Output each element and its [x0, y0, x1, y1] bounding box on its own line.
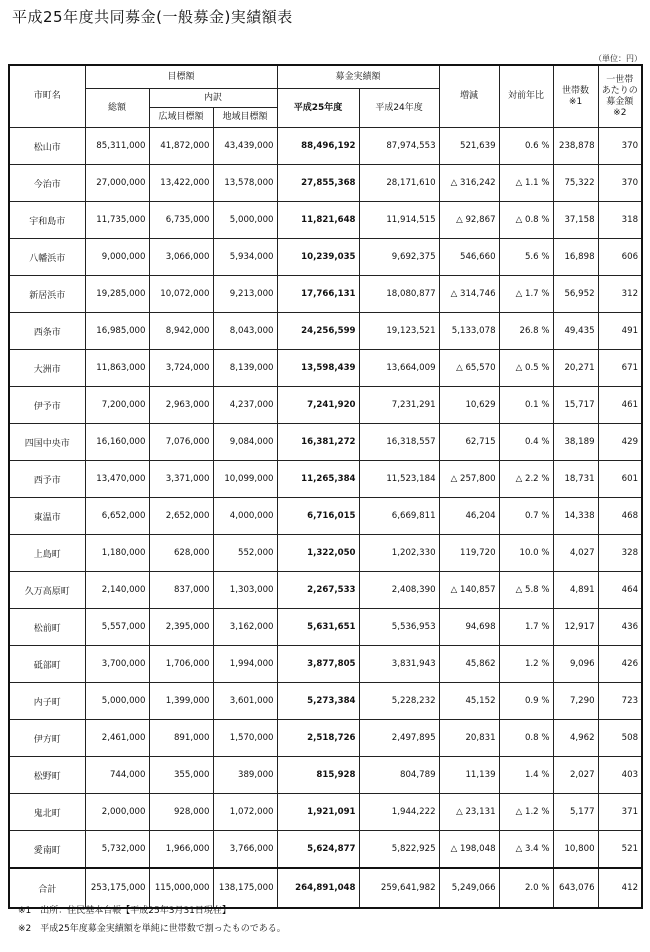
- cell-city: 伊予市: [9, 387, 85, 424]
- header-target: 目標額: [85, 65, 277, 89]
- cell-result-h24: 804,789: [359, 757, 439, 794]
- cell-ratio: △ 0.8 %: [499, 202, 553, 239]
- cell-target-wide: 628,000: [149, 535, 213, 572]
- cell-target-wide: 2,963,000: [149, 387, 213, 424]
- table-row: [9, 239, 642, 276]
- cell-result-h25: 2,518,726: [277, 720, 359, 757]
- cell-per-household: 328: [598, 535, 642, 572]
- cell-households: 10,800: [553, 831, 598, 869]
- cell-households: 37,158: [553, 202, 598, 239]
- unit-label: （単位：円）: [594, 54, 642, 63]
- cell-per-household: 370: [598, 128, 642, 165]
- table-row: [9, 794, 642, 831]
- cell-result-h25: 88,496,192: [277, 128, 359, 165]
- table-row: [9, 387, 642, 424]
- cell-city: 砥部町: [9, 646, 85, 683]
- cell-result-h25: 10,239,035: [277, 239, 359, 276]
- cell-per-household: 370: [598, 165, 642, 202]
- cell-ratio: 0.7 %: [499, 498, 553, 535]
- cell-households: 12,917: [553, 609, 598, 646]
- cell-ratio: 5.6 %: [499, 239, 553, 276]
- cell-ratio: 10.0 %: [499, 535, 553, 572]
- header-local: 地域目標額: [213, 108, 277, 128]
- cell-target-local: 552,000: [213, 535, 277, 572]
- cell-per-household: 318: [598, 202, 642, 239]
- header-h25: 平成25年度: [277, 89, 359, 128]
- cell-per-household: 508: [598, 720, 642, 757]
- cell-target-wide: 8,942,000: [149, 313, 213, 350]
- cell-result-h24: 1,202,330: [359, 535, 439, 572]
- cell-city: 鬼北町: [9, 794, 85, 831]
- cell-ratio: △ 1.1 %: [499, 165, 553, 202]
- cell-households: 38,189: [553, 424, 598, 461]
- table-row: [9, 720, 642, 757]
- cell-target-local: 1,570,000: [213, 720, 277, 757]
- header-households: [553, 65, 598, 128]
- cell-target-local: 1,994,000: [213, 646, 277, 683]
- table-row: [9, 461, 642, 498]
- cell-target-total: 253,175,000: [85, 868, 149, 908]
- table-row: [9, 609, 642, 646]
- cell-target-wide: 115,000,000: [149, 868, 213, 908]
- cell-households: 15,717: [553, 387, 598, 424]
- cell-households: 5,177: [553, 794, 598, 831]
- cell-ratio: 0.8 %: [499, 720, 553, 757]
- cell-target-local: 9,213,000: [213, 276, 277, 313]
- cell-per-household: 521: [598, 831, 642, 869]
- cell-result-h25: 1,322,050: [277, 535, 359, 572]
- cell-per-household: 606: [598, 239, 642, 276]
- cell-target-wide: 7,076,000: [149, 424, 213, 461]
- cell-households: 56,952: [553, 276, 598, 313]
- cell-per-household: 412: [598, 868, 642, 908]
- cell-per-household: 429: [598, 424, 642, 461]
- cell-target-local: 3,766,000: [213, 831, 277, 869]
- table-row: [9, 498, 642, 535]
- cell-target-total: 7,200,000: [85, 387, 149, 424]
- cell-ratio: 2.0 %: [499, 868, 553, 908]
- cell-city: 大洲市: [9, 350, 85, 387]
- cell-target-total: 1,180,000: [85, 535, 149, 572]
- header-results: 募金実績額: [277, 65, 439, 89]
- cell-target-total: 19,285,000: [85, 276, 149, 313]
- cell-target-local: 10,099,000: [213, 461, 277, 498]
- cell-result-h25: 815,928: [277, 757, 359, 794]
- cell-result-h25: 264,891,048: [277, 868, 359, 908]
- cell-change: △ 23,131: [439, 794, 499, 831]
- cell-target-local: 4,237,000: [213, 387, 277, 424]
- cell-target-wide: 3,371,000: [149, 461, 213, 498]
- table-row: [9, 535, 642, 572]
- cell-ratio: △ 0.5 %: [499, 350, 553, 387]
- cell-households: 4,962: [553, 720, 598, 757]
- header-total: 総額: [85, 89, 149, 128]
- cell-change: △ 257,800: [439, 461, 499, 498]
- cell-target-total: 9,000,000: [85, 239, 149, 276]
- cell-ratio: △ 2.2 %: [499, 461, 553, 498]
- cell-target-local: 4,000,000: [213, 498, 277, 535]
- cell-target-local: 8,139,000: [213, 350, 277, 387]
- cell-target-wide: 837,000: [149, 572, 213, 609]
- cell-households: 7,290: [553, 683, 598, 720]
- cell-households: 4,027: [553, 535, 598, 572]
- cell-result-h24: 5,536,953: [359, 609, 439, 646]
- cell-per-household: 464: [598, 572, 642, 609]
- cell-target-wide: 1,966,000: [149, 831, 213, 869]
- header-change: 増減: [439, 65, 499, 128]
- cell-per-household: 426: [598, 646, 642, 683]
- cell-result-h25: 1,921,091: [277, 794, 359, 831]
- cell-per-household: 436: [598, 609, 642, 646]
- header-per-line1: 一世帯: [606, 74, 634, 85]
- cell-target-local: 5,934,000: [213, 239, 277, 276]
- cell-result-h24: 5,822,925: [359, 831, 439, 869]
- table-row: [9, 165, 642, 202]
- cell-result-h25: 16,381,272: [277, 424, 359, 461]
- cell-households: 18,731: [553, 461, 598, 498]
- cell-change: 546,660: [439, 239, 499, 276]
- cell-change: 45,152: [439, 683, 499, 720]
- cell-target-total: 11,735,000: [85, 202, 149, 239]
- cell-households: 20,271: [553, 350, 598, 387]
- cell-change: △ 140,857: [439, 572, 499, 609]
- cell-result-h25: 7,241,920: [277, 387, 359, 424]
- table-row: [9, 831, 642, 869]
- cell-target-total: 5,557,000: [85, 609, 149, 646]
- cell-result-h24: 11,914,515: [359, 202, 439, 239]
- cell-households: 4,891: [553, 572, 598, 609]
- cell-target-total: 744,000: [85, 757, 149, 794]
- cell-city: 今治市: [9, 165, 85, 202]
- cell-target-wide: 3,724,000: [149, 350, 213, 387]
- cell-change: 62,715: [439, 424, 499, 461]
- cell-households: 9,096: [553, 646, 598, 683]
- cell-city: 八幡浜市: [9, 239, 85, 276]
- cell-result-h25: 2,267,533: [277, 572, 359, 609]
- cell-result-h25: 3,877,805: [277, 646, 359, 683]
- cell-target-total: 13,470,000: [85, 461, 149, 498]
- cell-change: △ 316,242: [439, 165, 499, 202]
- cell-result-h24: 5,228,232: [359, 683, 439, 720]
- cell-change: △ 314,746: [439, 276, 499, 313]
- cell-target-wide: 2,395,000: [149, 609, 213, 646]
- cell-target-total: 2,140,000: [85, 572, 149, 609]
- cell-ratio: 0.1 %: [499, 387, 553, 424]
- cell-ratio: △ 3.4 %: [499, 831, 553, 869]
- cell-ratio: △ 5.8 %: [499, 572, 553, 609]
- cell-target-wide: 928,000: [149, 794, 213, 831]
- footnote-2: ※2 平成25年度募金実績額を単純に世帯数で割ったものである。: [18, 924, 286, 934]
- cell-city: 松前町: [9, 609, 85, 646]
- footnote-1: ※1 出所：住民基本台帳【平成25年3月31日現在】: [18, 906, 231, 916]
- table-row: [9, 350, 642, 387]
- cell-target-total: 2,000,000: [85, 794, 149, 831]
- cell-change: △ 65,570: [439, 350, 499, 387]
- cell-target-local: 1,303,000: [213, 572, 277, 609]
- cell-target-wide: 355,000: [149, 757, 213, 794]
- cell-ratio: 1.7 %: [499, 609, 553, 646]
- cell-target-total: 3,700,000: [85, 646, 149, 683]
- cell-result-h24: 18,080,877: [359, 276, 439, 313]
- header-per-line4: ※2: [613, 107, 627, 118]
- cell-target-total: 11,863,000: [85, 350, 149, 387]
- header-ratio: 対前年比: [499, 65, 553, 128]
- cell-result-h24: 19,123,521: [359, 313, 439, 350]
- cell-result-h24: 16,318,557: [359, 424, 439, 461]
- cell-target-local: 8,043,000: [213, 313, 277, 350]
- cell-city: 西予市: [9, 461, 85, 498]
- cell-city: 松山市: [9, 128, 85, 165]
- cell-city: 合計: [9, 868, 85, 908]
- cell-change: 94,698: [439, 609, 499, 646]
- cell-result-h24: 11,523,184: [359, 461, 439, 498]
- table-row: [9, 313, 642, 350]
- cell-per-household: 312: [598, 276, 642, 313]
- cell-per-household: 461: [598, 387, 642, 424]
- cell-result-h24: 13,664,009: [359, 350, 439, 387]
- cell-city: 東温市: [9, 498, 85, 535]
- cell-change: 5,133,078: [439, 313, 499, 350]
- cell-target-total: 27,000,000: [85, 165, 149, 202]
- cell-result-h24: 28,171,610: [359, 165, 439, 202]
- cell-target-wide: 13,422,000: [149, 165, 213, 202]
- header-households-line1: 世帯数: [562, 85, 590, 96]
- cell-households: 643,076: [553, 868, 598, 908]
- cell-target-wide: 2,652,000: [149, 498, 213, 535]
- cell-target-local: 138,175,000: [213, 868, 277, 908]
- table-row: [9, 424, 642, 461]
- header-households-line2: ※1: [568, 96, 583, 107]
- cell-ratio: 0.9 %: [499, 683, 553, 720]
- cell-change: 119,720: [439, 535, 499, 572]
- cell-change: 521,639: [439, 128, 499, 165]
- cell-city: 内子町: [9, 683, 85, 720]
- table-row: [9, 757, 642, 794]
- cell-target-wide: 41,872,000: [149, 128, 213, 165]
- table-body: [9, 128, 642, 909]
- cell-households: 16,898: [553, 239, 598, 276]
- cell-target-total: 2,461,000: [85, 720, 149, 757]
- cell-change: 11,139: [439, 757, 499, 794]
- header-per-household: [598, 65, 642, 128]
- cell-ratio: 0.6 %: [499, 128, 553, 165]
- cell-ratio: 1.4 %: [499, 757, 553, 794]
- header-per-line2: あたりの: [601, 85, 638, 96]
- cell-households: 49,435: [553, 313, 598, 350]
- footnotes: [18, 902, 286, 938]
- cell-target-local: 9,084,000: [213, 424, 277, 461]
- cell-per-household: 723: [598, 683, 642, 720]
- cell-result-h24: 3,831,943: [359, 646, 439, 683]
- cell-target-total: 85,311,000: [85, 128, 149, 165]
- cell-target-wide: 1,399,000: [149, 683, 213, 720]
- cell-result-h24: 6,669,811: [359, 498, 439, 535]
- cell-city: 上島町: [9, 535, 85, 572]
- cell-change: 45,862: [439, 646, 499, 683]
- cell-change: 10,629: [439, 387, 499, 424]
- cell-result-h24: 2,497,895: [359, 720, 439, 757]
- cell-target-local: 5,000,000: [213, 202, 277, 239]
- cell-result-h25: 5,631,651: [277, 609, 359, 646]
- cell-result-h24: 2,408,390: [359, 572, 439, 609]
- cell-target-total: 5,000,000: [85, 683, 149, 720]
- header-city: 市町名: [9, 65, 85, 128]
- cell-households: 14,338: [553, 498, 598, 535]
- table-row: [9, 128, 642, 165]
- cell-households: 75,322: [553, 165, 598, 202]
- cell-result-h25: 6,716,015: [277, 498, 359, 535]
- cell-city: 松野町: [9, 757, 85, 794]
- cell-target-total: 6,652,000: [85, 498, 149, 535]
- page-title: 平成25年度共同募金(一般募金)実績額表: [12, 8, 293, 26]
- cell-result-h25: 13,598,439: [277, 350, 359, 387]
- cell-result-h24: 7,231,291: [359, 387, 439, 424]
- cell-target-wide: 6,735,000: [149, 202, 213, 239]
- header-wide: 広域目標額: [149, 108, 213, 128]
- cell-city: 西条市: [9, 313, 85, 350]
- cell-target-total: 16,985,000: [85, 313, 149, 350]
- cell-target-wide: 10,072,000: [149, 276, 213, 313]
- cell-city: 新居浜市: [9, 276, 85, 313]
- cell-city: 宇和島市: [9, 202, 85, 239]
- cell-ratio: △ 1.2 %: [499, 794, 553, 831]
- cell-result-h25: 17,766,131: [277, 276, 359, 313]
- cell-per-household: 671: [598, 350, 642, 387]
- cell-result-h25: 27,855,368: [277, 165, 359, 202]
- cell-per-household: 403: [598, 757, 642, 794]
- cell-change: 20,831: [439, 720, 499, 757]
- table-row: [9, 276, 642, 313]
- cell-target-wide: 891,000: [149, 720, 213, 757]
- cell-result-h25: 5,624,877: [277, 831, 359, 869]
- cell-change: 46,204: [439, 498, 499, 535]
- cell-ratio: 0.4 %: [499, 424, 553, 461]
- cell-result-h24: 9,692,375: [359, 239, 439, 276]
- cell-target-local: 389,000: [213, 757, 277, 794]
- cell-result-h24: 259,641,982: [359, 868, 439, 908]
- table-row: [9, 202, 642, 239]
- cell-change: △ 198,048: [439, 831, 499, 869]
- table-row: [9, 646, 642, 683]
- header-per-line3: 募金額: [606, 96, 634, 107]
- cell-city: 愛南町: [9, 831, 85, 869]
- cell-result-h25: 24,256,599: [277, 313, 359, 350]
- header-h24: 平成24年度: [359, 89, 439, 128]
- cell-target-local: 1,072,000: [213, 794, 277, 831]
- cell-target-total: 5,732,000: [85, 831, 149, 869]
- cell-result-h24: 1,944,222: [359, 794, 439, 831]
- cell-ratio: △ 1.7 %: [499, 276, 553, 313]
- cell-target-local: 3,162,000: [213, 609, 277, 646]
- results-table: [8, 64, 643, 909]
- cell-result-h25: 11,265,384: [277, 461, 359, 498]
- table-row: [9, 572, 642, 609]
- cell-target-total: 16,160,000: [85, 424, 149, 461]
- cell-result-h25: 5,273,384: [277, 683, 359, 720]
- cell-city: 伊方町: [9, 720, 85, 757]
- cell-target-local: 13,578,000: [213, 165, 277, 202]
- cell-target-local: 3,601,000: [213, 683, 277, 720]
- cell-target-local: 43,439,000: [213, 128, 277, 165]
- cell-result-h25: 11,821,648: [277, 202, 359, 239]
- cell-ratio: 26.8 %: [499, 313, 553, 350]
- cell-result-h24: 87,974,553: [359, 128, 439, 165]
- table-row: [9, 683, 642, 720]
- cell-per-household: 491: [598, 313, 642, 350]
- cell-ratio: 1.2 %: [499, 646, 553, 683]
- header-breakdown: 内訳: [149, 89, 277, 108]
- cell-target-wide: 3,066,000: [149, 239, 213, 276]
- cell-change: △ 92,867: [439, 202, 499, 239]
- cell-households: 238,878: [553, 128, 598, 165]
- cell-per-household: 371: [598, 794, 642, 831]
- cell-change: 5,249,066: [439, 868, 499, 908]
- cell-city: 久万高原町: [9, 572, 85, 609]
- cell-city: 四国中央市: [9, 424, 85, 461]
- cell-target-wide: 1,706,000: [149, 646, 213, 683]
- cell-per-household: 601: [598, 461, 642, 498]
- cell-per-household: 468: [598, 498, 642, 535]
- cell-households: 2,027: [553, 757, 598, 794]
